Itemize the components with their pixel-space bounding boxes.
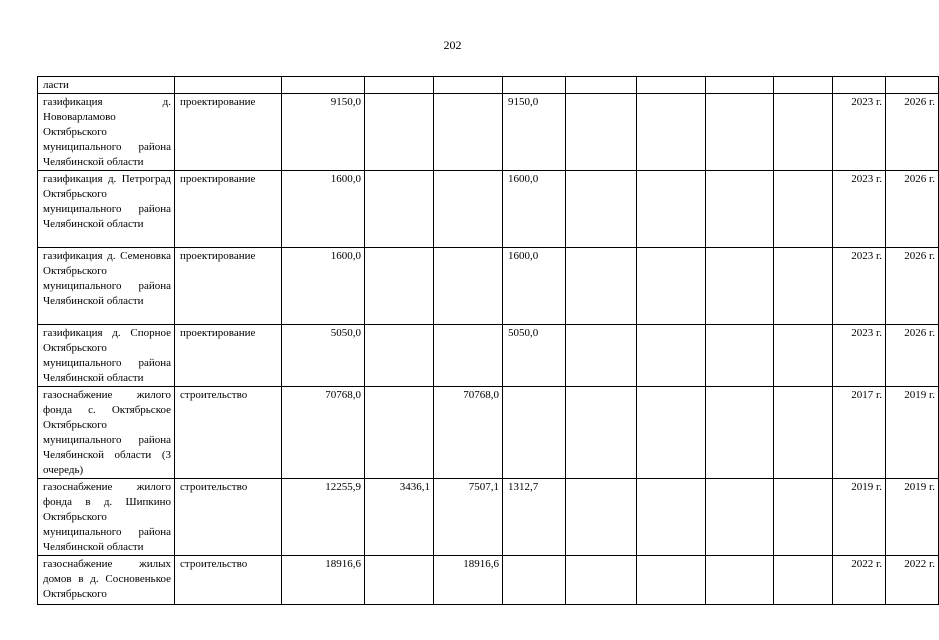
row-value-2019: 1600,0 bbox=[503, 171, 566, 248]
row-value-2017 bbox=[365, 171, 434, 248]
empty-cell bbox=[774, 248, 833, 325]
row-total: 70768,0 bbox=[282, 387, 365, 479]
empty-cell bbox=[566, 248, 637, 325]
row-work-type: строительство bbox=[175, 556, 282, 605]
row-value-2017 bbox=[365, 325, 434, 387]
row-value-2018 bbox=[434, 171, 503, 248]
row-end-year: 2026 г. bbox=[886, 171, 939, 248]
empty-cell bbox=[566, 171, 637, 248]
row-end-year: 2019 г. bbox=[886, 479, 939, 556]
row-value-2017 bbox=[365, 556, 434, 605]
empty-cell bbox=[774, 479, 833, 556]
empty-cell bbox=[706, 171, 774, 248]
empty-cell bbox=[706, 325, 774, 387]
row-name: ласти bbox=[38, 77, 175, 94]
row-value-2017 bbox=[365, 248, 434, 325]
empty-cell bbox=[637, 387, 706, 479]
row-start-year: 2022 г. bbox=[833, 556, 886, 605]
empty-cell bbox=[566, 387, 637, 479]
empty-cell bbox=[706, 94, 774, 171]
page-number: 202 bbox=[443, 38, 462, 52]
row-total: 1600,0 bbox=[282, 171, 365, 248]
row-work-type: проектирование bbox=[175, 171, 282, 248]
empty-cell bbox=[774, 171, 833, 248]
row-start-year: 2019 г. bbox=[833, 479, 886, 556]
empty-cell bbox=[706, 387, 774, 479]
row-value-2018: 7507,1 bbox=[434, 479, 503, 556]
row-end-year: 2026 г. bbox=[886, 94, 939, 171]
table-row bbox=[38, 387, 939, 479]
row-total: 5050,0 bbox=[282, 325, 365, 387]
row-value-2019: 9150,0 bbox=[503, 94, 566, 171]
empty-cell bbox=[566, 325, 637, 387]
row-work-type: строительство bbox=[175, 387, 282, 479]
empty-cell bbox=[637, 248, 706, 325]
empty-cell bbox=[637, 556, 706, 605]
empty-cell bbox=[637, 94, 706, 171]
row-name: газификация д. Нововарламово Октябрьского муниципального района Челябинской области bbox=[38, 94, 175, 171]
empty-cell bbox=[774, 387, 833, 479]
row-start-year: 2023 г. bbox=[833, 248, 886, 325]
table-row bbox=[38, 248, 939, 325]
row-work-type: проектирование bbox=[175, 248, 282, 325]
row-end-year: 2026 г. bbox=[886, 248, 939, 325]
row-value-2019: 1600,0 bbox=[503, 248, 566, 325]
row-name: газификация д. Петроград Октябрьского муниципального района Челябинской области bbox=[38, 171, 175, 248]
row-total: 9150,0 bbox=[282, 94, 365, 171]
table-row bbox=[38, 479, 939, 556]
table-row bbox=[38, 556, 939, 605]
empty-cell bbox=[706, 479, 774, 556]
row-work-type: проектирование bbox=[175, 325, 282, 387]
row-start-year: 2023 г. bbox=[833, 94, 886, 171]
table-row bbox=[38, 94, 939, 171]
row-value-2019 bbox=[503, 556, 566, 605]
empty-cell bbox=[706, 248, 774, 325]
row-start-year: 2023 г. bbox=[833, 171, 886, 248]
row-name: газоснабжение жилого фонда в д. Шипкино Октябрьского муниципального района Челябинской области bbox=[38, 479, 175, 556]
row-value-2018 bbox=[434, 325, 503, 387]
row-work-type: строительство bbox=[175, 479, 282, 556]
empty-cell bbox=[637, 171, 706, 248]
data-table bbox=[37, 76, 939, 605]
empty-cell bbox=[774, 325, 833, 387]
row-work-type: проектирование bbox=[175, 94, 282, 171]
row-end-year: 2022 г. bbox=[886, 556, 939, 605]
row-name: газоснабжение жилого фонда с. Октябрьское Октябрьского муниципального района Челябинской области (3 очередь) bbox=[38, 387, 175, 479]
row-value-2017: 3436,1 bbox=[365, 479, 434, 556]
empty-cell bbox=[774, 556, 833, 605]
table-row bbox=[38, 171, 939, 248]
row-value-2018: 18916,6 bbox=[434, 556, 503, 605]
row-value-2018 bbox=[434, 248, 503, 325]
empty-cell bbox=[637, 325, 706, 387]
row-end-year: 2026 г. bbox=[886, 325, 939, 387]
row-value-2019 bbox=[503, 387, 566, 479]
row-total: 12255,9 bbox=[282, 479, 365, 556]
row-value-2018: 70768,0 bbox=[434, 387, 503, 479]
row-start-year: 2023 г. bbox=[833, 325, 886, 387]
empty-cell bbox=[566, 556, 637, 605]
table-row bbox=[38, 325, 939, 387]
row-name: газификация д. Семеновка Октябрьского муниципального района Челябинской области bbox=[38, 248, 175, 325]
row-value-2018 bbox=[434, 94, 503, 171]
empty-cell bbox=[566, 479, 637, 556]
row-value-2017 bbox=[365, 387, 434, 479]
row-name: газоснабжение жилых домов в д. Сосновенькое Октябрьского bbox=[38, 556, 175, 605]
row-start-year: 2017 г. bbox=[833, 387, 886, 479]
table-row bbox=[38, 77, 939, 94]
empty-cell bbox=[637, 479, 706, 556]
row-end-year: 2019 г. bbox=[886, 387, 939, 479]
row-name: газификация д. Спорное Октябрьского муниципального района Челябинской области bbox=[38, 325, 175, 387]
empty-cell bbox=[566, 94, 637, 171]
row-total: 18916,6 bbox=[282, 556, 365, 605]
row-value-2017 bbox=[365, 94, 434, 171]
row-value-2019: 1312,7 bbox=[503, 479, 566, 556]
empty-cell bbox=[774, 94, 833, 171]
row-total: 1600,0 bbox=[282, 248, 365, 325]
row-value-2019: 5050,0 bbox=[503, 325, 566, 387]
empty-cell bbox=[706, 556, 774, 605]
